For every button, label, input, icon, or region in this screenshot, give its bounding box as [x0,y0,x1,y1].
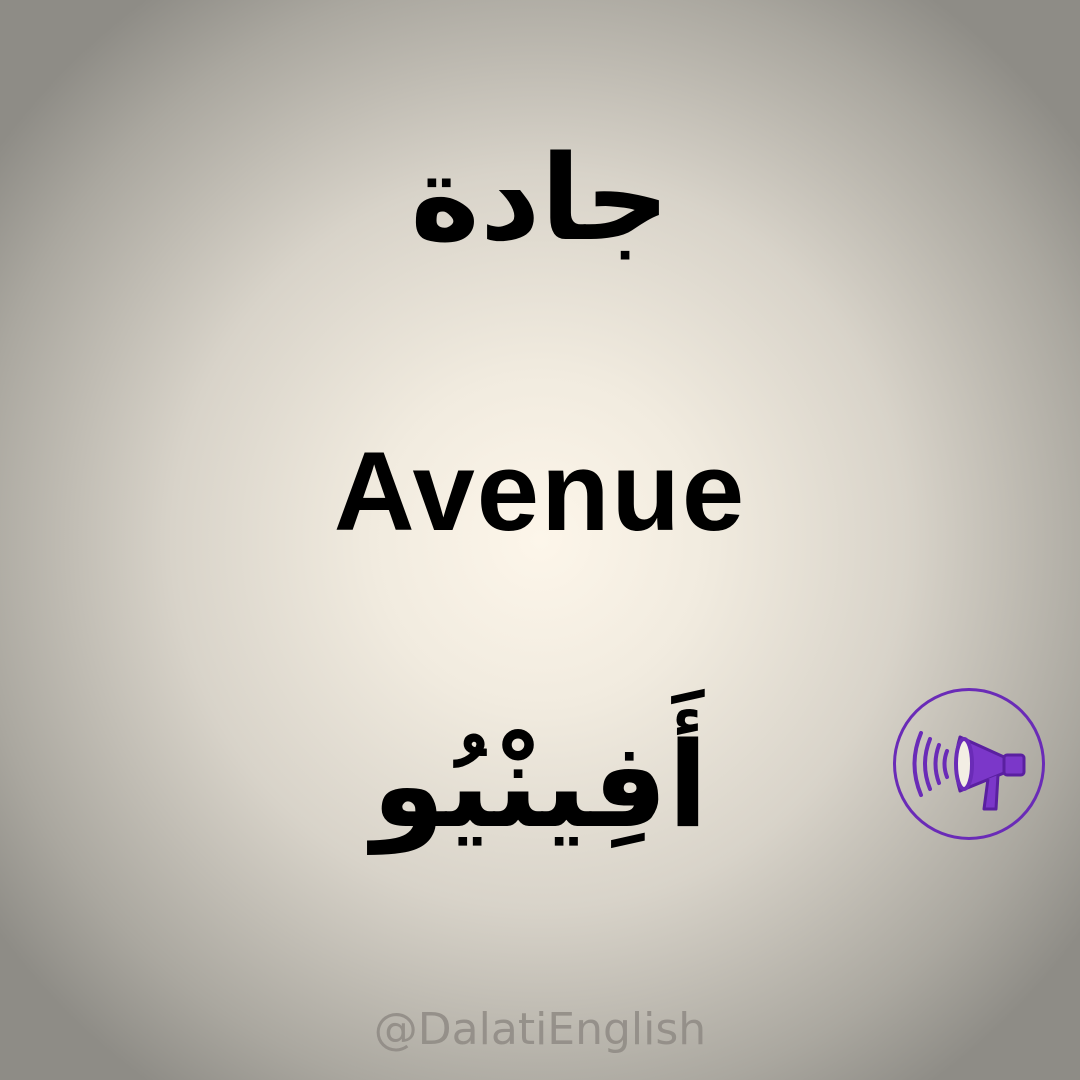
english-word: Avenue [333,429,747,554]
arabic-translation: جادة [410,129,670,267]
play-audio-button[interactable] [893,688,1045,840]
arabic-pronunciation: أَفِينْيُو [371,716,709,854]
megaphone-icon [896,691,1042,837]
watermark: @DalatiEnglish [373,1004,707,1055]
